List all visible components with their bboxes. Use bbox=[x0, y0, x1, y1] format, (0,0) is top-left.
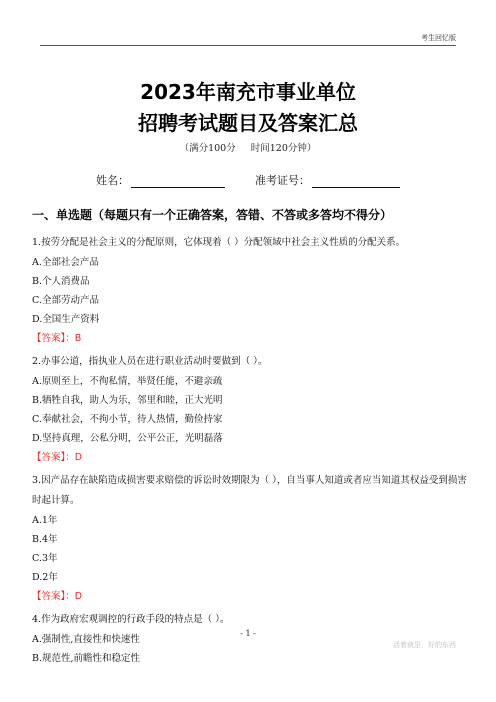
option-c: C.奉献社会，不拘小节，待人热情，勤俭持家 bbox=[32, 414, 223, 425]
document-title-line1: 2023年南充市事业单位 bbox=[140, 80, 356, 104]
section-heading: 一、单选题（每题只有一个正确答案，答错、不答或多答均不得分） bbox=[32, 208, 393, 222]
name-label: 姓名： bbox=[96, 174, 129, 187]
question-item bbox=[32, 471, 468, 606]
answer-label: 【答案】：D bbox=[32, 452, 83, 463]
exam-info bbox=[0, 140, 496, 154]
time-info: 时间120分钟） bbox=[250, 143, 317, 154]
header-tag: 考生回忆版 bbox=[421, 34, 456, 42]
option-b: B.个人消费品 bbox=[32, 276, 90, 287]
question-list bbox=[32, 233, 468, 672]
document-title-line2: 招聘考试题目及答案汇总 bbox=[138, 111, 358, 135]
option-a: A.全部社会产品 bbox=[32, 257, 99, 268]
option-c: C.3年 bbox=[32, 553, 58, 564]
answer-label: 【答案】：D bbox=[32, 591, 83, 602]
exam-id-field bbox=[255, 172, 400, 188]
header-divider bbox=[40, 45, 456, 46]
option-c: C.全部劳动产品 bbox=[32, 295, 99, 306]
option-a: A.原则至上，不徇私情，举贤任能，不避亲疏 bbox=[32, 376, 223, 387]
score-info: （满分100分 bbox=[179, 143, 236, 154]
question-item bbox=[32, 233, 468, 348]
question-text: 1.按劳分配是社会主义的分配原则，它体现着（ ）分配领域中社会主义性质的分配关系。 bbox=[32, 237, 406, 248]
option-d: D.全国生产资料 bbox=[32, 314, 100, 325]
name-blank bbox=[131, 177, 225, 188]
question-item bbox=[32, 352, 468, 467]
option-a: A.1年 bbox=[32, 515, 58, 526]
option-d: D.2年 bbox=[32, 572, 58, 583]
option-b: B.牺牲自我，助人为乐，邻里和睦，正大光明 bbox=[32, 395, 223, 406]
exam-id-label: 准考证号： bbox=[255, 174, 310, 187]
option-d: D.坚持真理，公私分明，公平公正，光明磊落 bbox=[32, 433, 223, 444]
exam-id-blank bbox=[312, 177, 400, 188]
question-text: 3.因产品存在缺陷造成损害要求赔偿的诉讼时效期限为（ ），自当事人知道或者应当知道其权益受到损害时起计算。 bbox=[32, 475, 467, 506]
option-b: B.4年 bbox=[32, 534, 58, 545]
question-text: 2.办事公道，指执业人员在进行职业活动时要做到（ ）。 bbox=[32, 356, 268, 367]
page-number: - 1 - bbox=[240, 629, 256, 638]
name-field bbox=[96, 172, 225, 188]
answer-label: 【答案】：B bbox=[32, 333, 82, 344]
question-text: 4.作为政府宏观调控的行政手段的特点是（ ）。 bbox=[32, 614, 230, 625]
question-item bbox=[32, 610, 468, 668]
footer-tag: 活着就是，好的东西 bbox=[393, 641, 456, 649]
option-a: A.强制性,直接性和快速性 bbox=[32, 634, 140, 645]
option-b: B.规范性,前瞻性和稳定性 bbox=[32, 653, 141, 664]
